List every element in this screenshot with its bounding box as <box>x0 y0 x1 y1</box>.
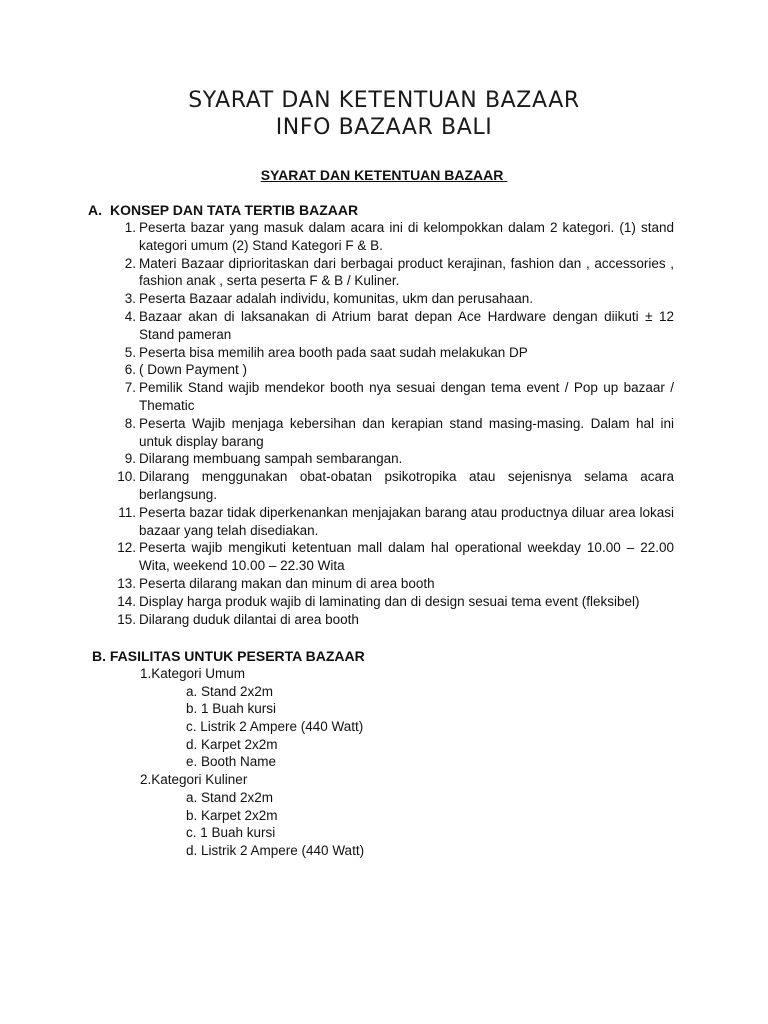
rule-text: Display harga produk wajib di laminating dan di design sesuai tema event (fleksibel) <box>139 593 640 609</box>
rule-text: Pemilik Stand wajib mendekor booth nya sesuai dengan tema event / Pop up bazaar / Thematic <box>139 380 674 413</box>
rule-item <box>112 593 674 611</box>
facility-item: c. Listrik 2 Ampere (440 Watt) <box>186 719 364 734</box>
rule-number: 8. <box>124 415 136 431</box>
rule-item <box>112 415 674 451</box>
rule-number: 12. <box>117 540 136 556</box>
rule-number: 14. <box>117 593 136 609</box>
rule-item <box>112 539 674 575</box>
rule-number: 4. <box>124 308 136 324</box>
rule-text: Materi Bazaar diprioritaskan dari berbagai product kerajinan, fashion dan , accessories , fashion anak , serta peserta F & B / Kuliner. <box>139 255 674 289</box>
rule-item <box>112 344 674 362</box>
rule-number: 3. <box>124 291 136 307</box>
rule-text: Peserta bisa memilih area booth pada saat sudah melakukan DP <box>139 344 528 360</box>
rule-text: Dilarang duduk dilantai di area booth <box>139 611 359 627</box>
rule-item <box>112 504 674 540</box>
rule-item <box>112 308 674 344</box>
rule-item <box>112 379 674 415</box>
rule-item <box>112 361 674 379</box>
rule-number: 10. <box>117 469 136 485</box>
facility-item: a. Stand 2x2m <box>186 790 274 805</box>
rule-number: 7. <box>124 380 136 396</box>
facility-item: d. Listrik 2 Ampere (440 Watt) <box>186 843 365 858</box>
rule-item <box>112 219 674 255</box>
rule-number: 9. <box>124 451 136 467</box>
rule-text: Peserta dilarang makan dan minum di area booth <box>139 575 435 591</box>
facility-item: b. Karpet 2x2m <box>186 808 278 823</box>
rule-item <box>112 468 674 504</box>
rule-number: 5. <box>124 344 136 360</box>
section-a-title: KONSEP DAN TATA TERTIB BAZAAR <box>110 202 359 218</box>
facility-item: d. Karpet 2x2m <box>186 737 278 752</box>
rule-text: Dilarang membuang sampah sembarangan. <box>139 451 403 467</box>
rule-item <box>112 611 674 629</box>
rule-item <box>112 255 674 291</box>
rule-text: Peserta Wajib menjaga kebersihan dan kerapian stand masing-masing. Dalam hal ini untuk display barang <box>139 415 674 449</box>
section-a-letter: A. <box>88 202 102 218</box>
rule-number: 13. <box>117 575 136 591</box>
rules-list <box>112 219 674 628</box>
rule-text: Peserta wajib mengikuti ketentuan mall dalam hal operational weekday 10.00 – 22.00 Wita, weekend 10.00 – 22.30 Wita <box>139 540 674 574</box>
rule-text: Peserta bazar tidak diperkenankan menjajakan barang atau productnya diluar area lokasi bazaar yang telah disediakan. <box>139 504 674 538</box>
category-label: 1.Kategori Umum <box>140 666 246 681</box>
facility-item: e. Booth Name <box>186 754 277 769</box>
rule-item <box>112 575 674 593</box>
rule-number: 1. <box>124 220 136 235</box>
facility-item: c. 1 Buah kursi <box>186 825 276 840</box>
document-title-line-2: INFO BAZAAR BALI <box>275 115 493 140</box>
rule-item <box>112 450 674 468</box>
rule-number: 2. <box>124 255 136 271</box>
section-b-heading: B. FASILITAS UNTUK PESERTA BAZAAR <box>92 648 365 664</box>
category-label: 2.Kategori Kuliner <box>140 772 248 787</box>
rule-number: 15. <box>117 611 136 627</box>
rule-text: Bazaar akan di laksanakan di Atrium barat depan Ace Hardware dengan diikuti ± 12 Stand pameran <box>139 308 674 342</box>
rule-number: 11. <box>118 504 136 520</box>
document-subtitle: SYARAT DAN KETENTUAN BAZAAR <box>260 167 508 183</box>
facility-item: b. 1 Buah kursi <box>186 701 277 716</box>
rule-item <box>112 290 674 308</box>
rule-text: Peserta bazar yang masuk dalam acara ini di kelompokkan dalam 2 kategori. (1) stand kategori umum (2) Stand Kategori F & B. <box>139 220 674 253</box>
rule-number: 6. <box>124 362 136 378</box>
document-title-line-1: SYARAT DAN KETENTUAN BAZAAR <box>188 88 580 113</box>
rule-text: ( Down Payment ) <box>139 362 248 378</box>
rule-text: Peserta Bazaar adalah individu, komunitas, ukm dan perusahaan. <box>139 291 533 307</box>
section-a-heading <box>88 201 358 219</box>
rule-text: Dilarang menggunakan obat-obatan psikotropika atau sejenisnya selama acara berlangsung. <box>139 469 674 502</box>
facility-item: a. Stand 2x2m <box>186 684 274 699</box>
